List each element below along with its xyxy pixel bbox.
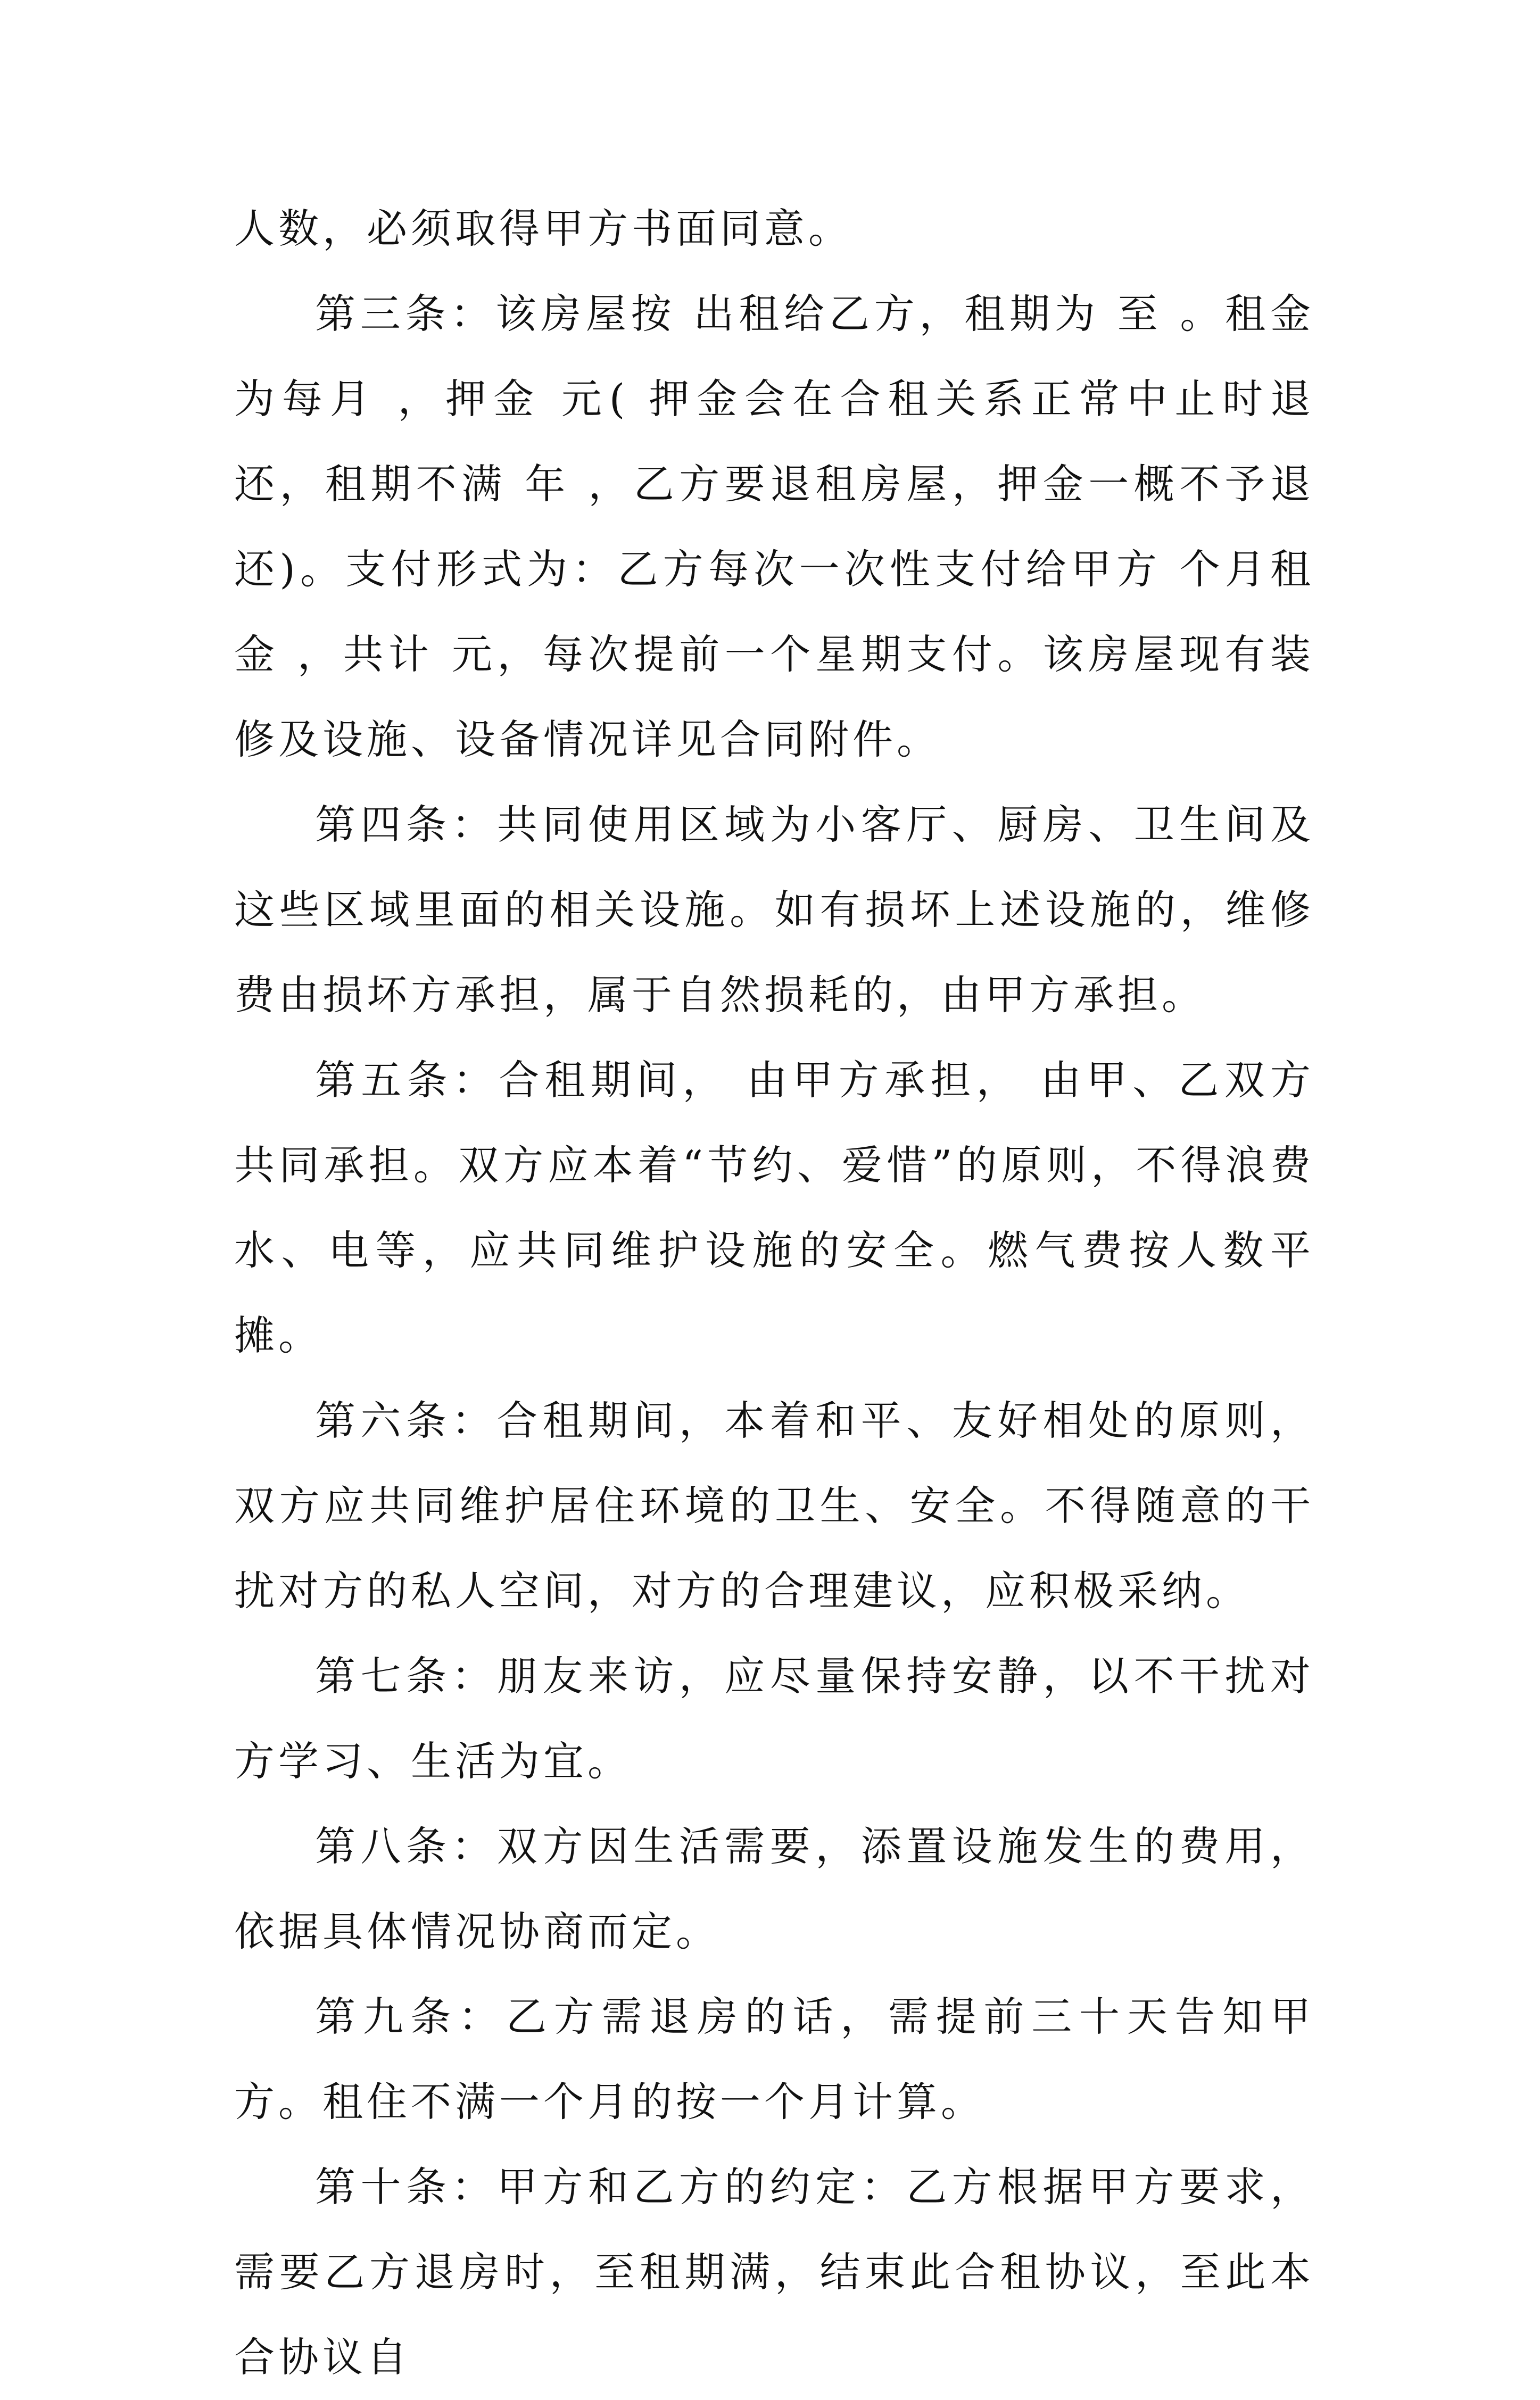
paragraph-article-6: 第六条：合租期间，本着和平、友好相处的原则，双方应共同维护居住环境的卫生、安全。不得随意的干扰对方的私人空间，对方的合理建议，应积极采纳。 (234, 1397, 1314, 1615)
paragraph-article-7: 第七条：朋友来访，应尽量保持安静，以不干扰对方学习、生活为宜。 (234, 1652, 1314, 1785)
paragraph-article-5: 第五条：合租期间， 由甲方承担， 由甲、乙双方共同承担。双方应本着“节约、爱惜”的原则，不得浪费水、电等，应共同维护设施的安全。燃气费按人数平摊。 (234, 1056, 1314, 1359)
document-body (234, 186, 1314, 2400)
paragraph-article-10: 第十条：甲方和乙方的约定：乙方根据甲方要求，需要乙方退房时，至租期满，结束此合租协议，至此本合协议自 (234, 2163, 1314, 2381)
paragraph-article-3: 第三条：该房屋按 出租给乙方，租期为 至 。租金为每月 ，押金 元( 押金会在合租关系正常中止时退还，租期不满 年 ，乙方要退租房屋，押金一概不予退还)。支付形式为：乙方每次一次性支付给甲方 个月租金 ，共计 元，每次提前一个星期支付。该房屋现有装修及设施、设备情况详见合同附件。 (234, 290, 1314, 763)
paragraph-continuation: 人数，必须取得甲方书面同意。 (234, 205, 852, 252)
paragraph-article-9: 第九条：乙方需退房的话，需提前三十天告知甲方。租住不满一个月的按一个月计算。 (234, 1993, 1314, 2125)
paragraph-article-8: 第八条：双方因生活需要，添置设施发生的费用，依据具体情况协商而定。 (234, 1823, 1314, 1955)
paragraph-article-4: 第四条：共同使用区域为小客厅、厨房、卫生间及这些区域里面的相关设施。如有损坏上述设施的，维修费由损坏方承担，属于自然损耗的，由甲方承担。 (234, 801, 1314, 1019)
